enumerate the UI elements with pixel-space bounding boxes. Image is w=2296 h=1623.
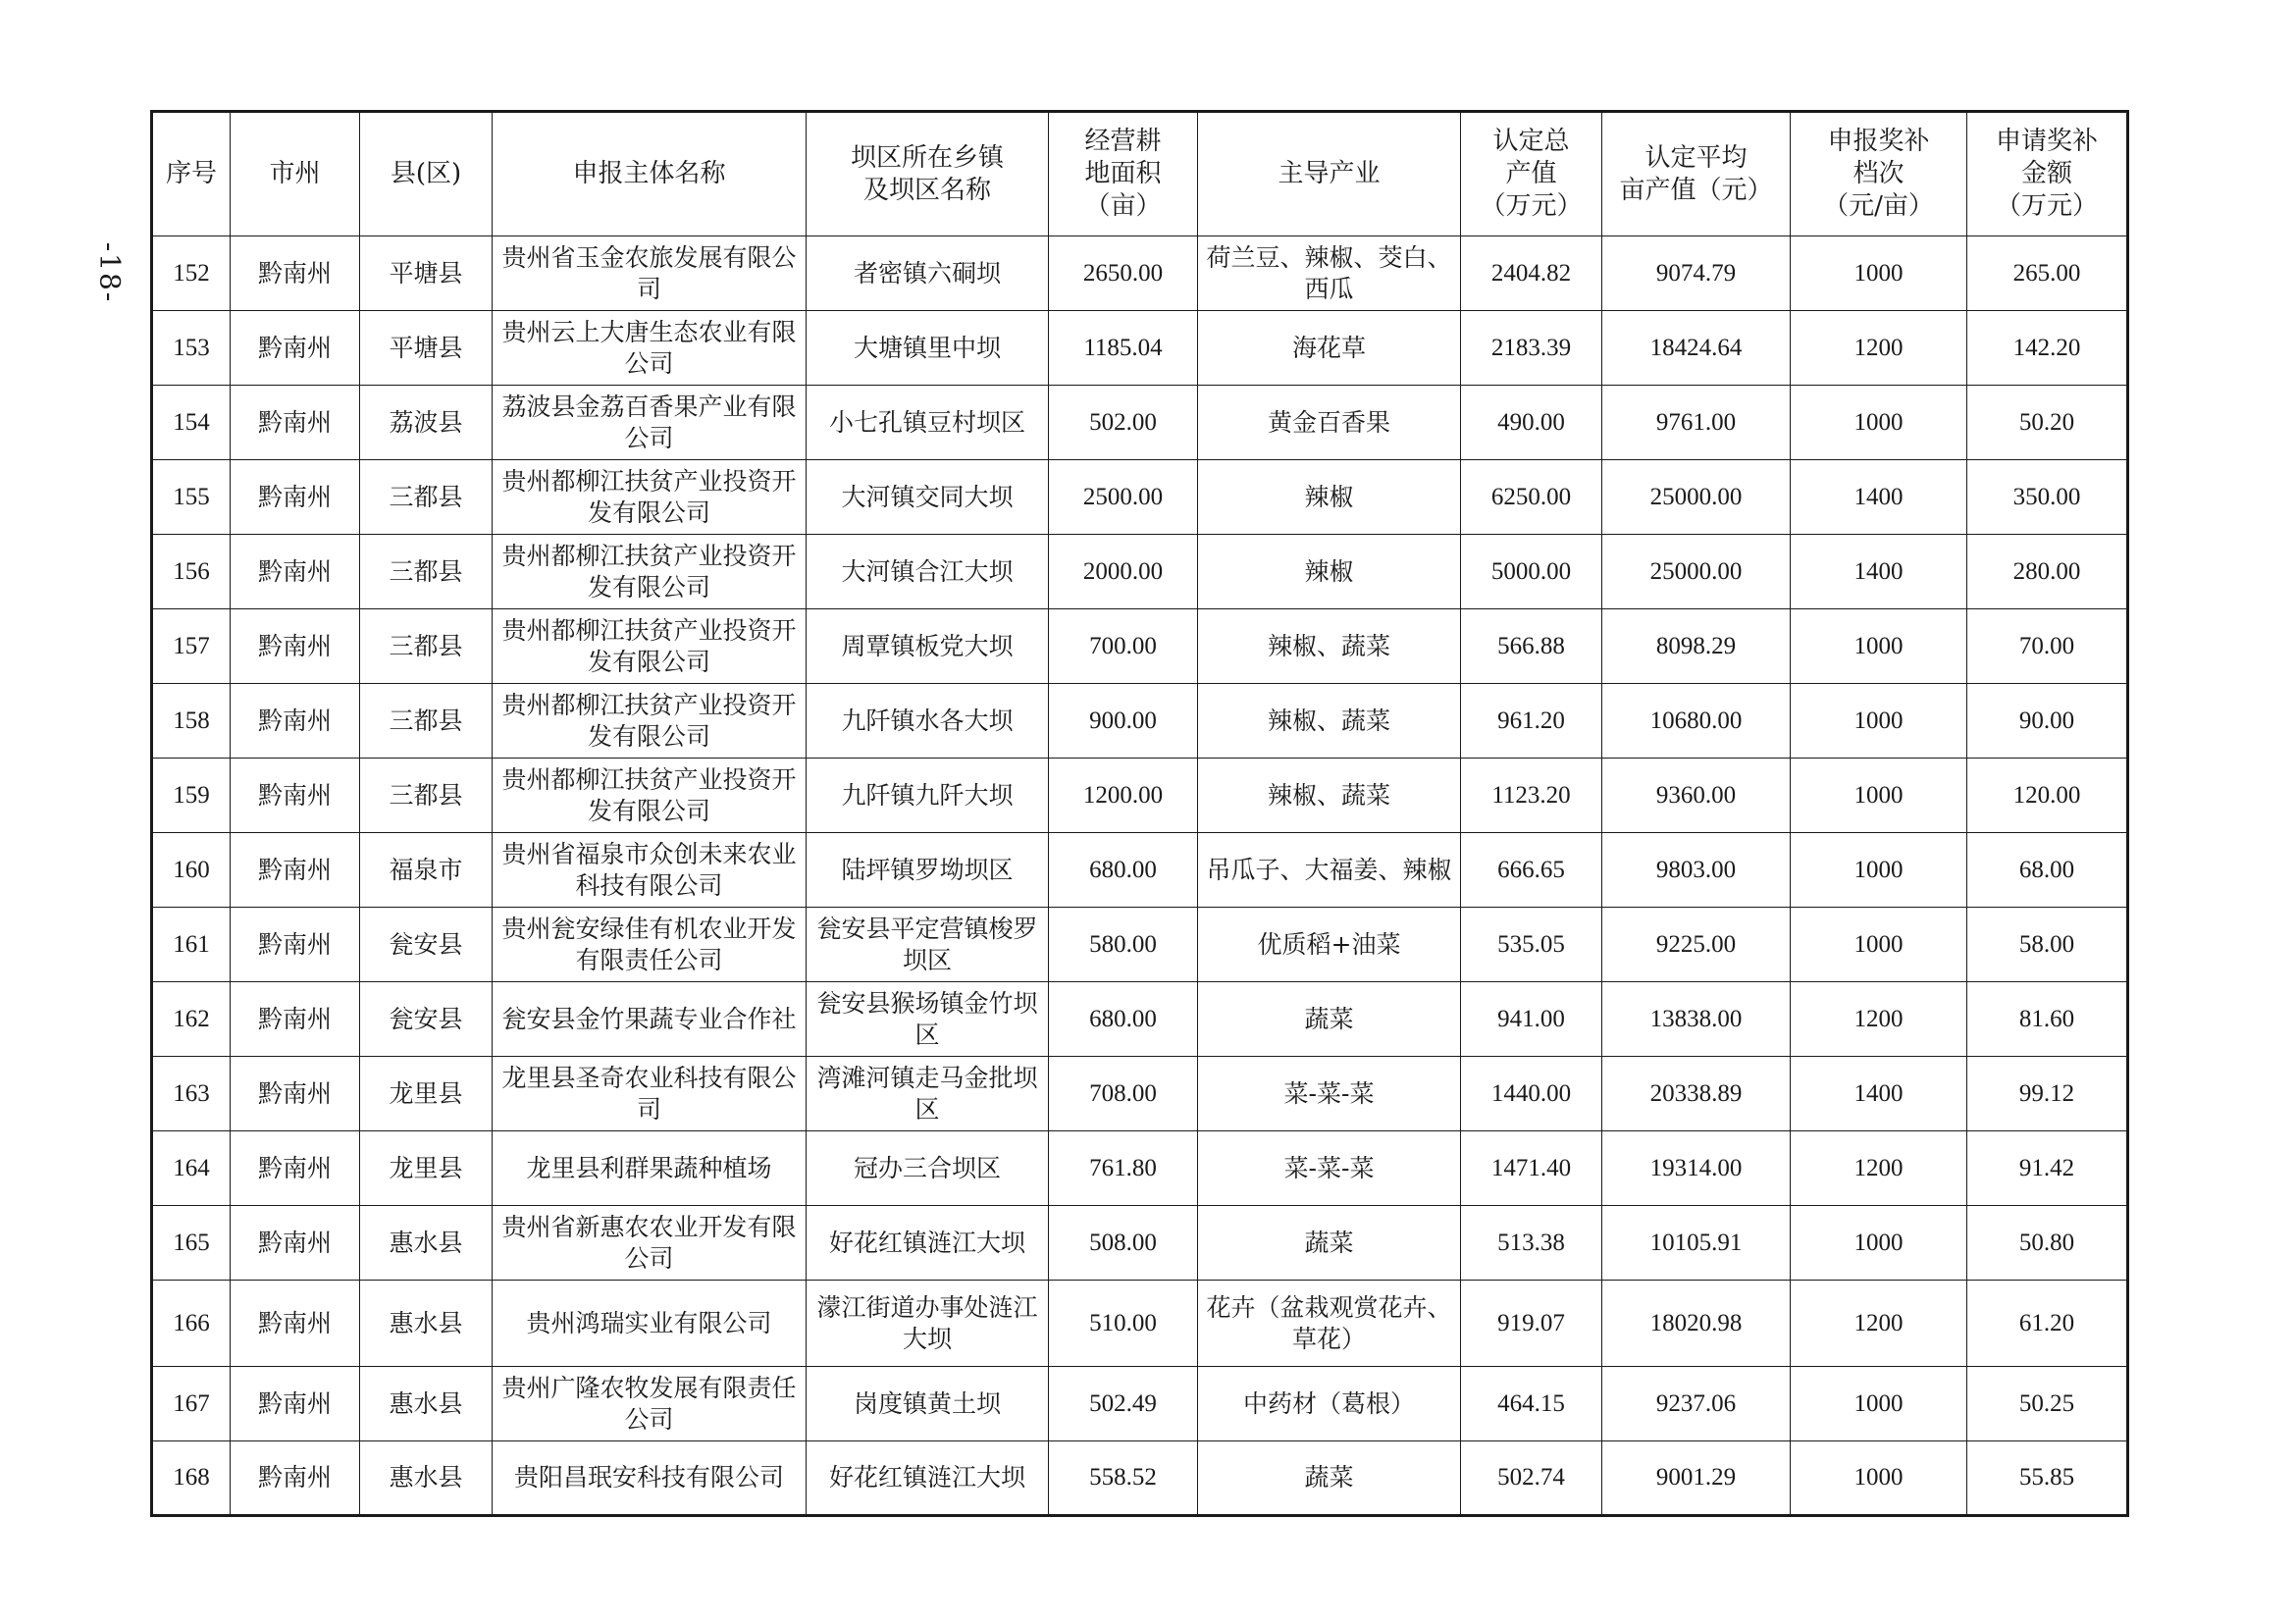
cell-subsidy-level: 1200 bbox=[1791, 982, 1967, 1057]
cell-city: 黔南州 bbox=[231, 535, 360, 609]
cell-county: 瓮安县 bbox=[360, 908, 493, 982]
data-table bbox=[150, 110, 2129, 1517]
header-city bbox=[231, 112, 360, 236]
cell-subsidy-level: 1400 bbox=[1791, 1057, 1967, 1131]
cell-industry: 海花草 bbox=[1198, 311, 1461, 386]
table-row bbox=[152, 833, 2128, 908]
cell-city: 黔南州 bbox=[231, 1057, 360, 1131]
cell-total-output: 1440.00 bbox=[1461, 1057, 1602, 1131]
table-row bbox=[152, 1281, 2128, 1367]
header-subsidy-amount bbox=[1967, 112, 2128, 236]
cell-industry: 辣椒、蔬菜 bbox=[1198, 609, 1461, 684]
cell-applicant-name: 瓮安县金竹果蔬专业合作社 bbox=[493, 982, 807, 1057]
cell-total-output: 941.00 bbox=[1461, 982, 1602, 1057]
cell-seq: 165 bbox=[152, 1206, 231, 1281]
cell-city: 黔南州 bbox=[231, 386, 360, 460]
header-subsidy-level bbox=[1791, 112, 1967, 236]
cell-subsidy-level: 1000 bbox=[1791, 1367, 1967, 1441]
cell-city: 黔南州 bbox=[231, 1367, 360, 1441]
table-row bbox=[152, 460, 2128, 535]
table-row bbox=[152, 535, 2128, 609]
cell-industry: 荷兰豆、辣椒、茭白、西瓜 bbox=[1198, 236, 1461, 311]
header-line: （元/亩） bbox=[1823, 191, 1934, 221]
cell-applicant-name: 贵州都柳江扶贫产业投资开发有限公司 bbox=[493, 609, 807, 684]
cell-area: 508.00 bbox=[1049, 1206, 1198, 1281]
cell-subsidy-level: 1000 bbox=[1791, 759, 1967, 833]
cell-subsidy-amount: 99.12 bbox=[1967, 1057, 2128, 1131]
cell-avg-output: 10680.00 bbox=[1602, 684, 1791, 759]
cell-total-output: 2404.82 bbox=[1461, 236, 1602, 311]
table-row bbox=[152, 908, 2128, 982]
header-line: 亩产值（元） bbox=[1619, 175, 1773, 205]
cell-seq: 163 bbox=[152, 1057, 231, 1131]
cell-dam-location: 九阡镇九阡大坝 bbox=[807, 759, 1049, 833]
cell-industry: 辣椒、蔬菜 bbox=[1198, 759, 1461, 833]
cell-subsidy-amount: 58.00 bbox=[1967, 908, 2128, 982]
cell-county: 三都县 bbox=[360, 759, 493, 833]
table-row bbox=[152, 609, 2128, 684]
cell-subsidy-amount: 61.20 bbox=[1967, 1281, 2128, 1367]
cell-avg-output: 8098.29 bbox=[1602, 609, 1791, 684]
header-line: 经营耕 bbox=[1084, 127, 1162, 156]
cell-seq: 162 bbox=[152, 982, 231, 1057]
cell-dam-location: 冠办三合坝区 bbox=[807, 1131, 1049, 1206]
cell-seq: 153 bbox=[152, 311, 231, 386]
cell-county: 荔波县 bbox=[360, 386, 493, 460]
cell-avg-output: 18424.64 bbox=[1602, 311, 1791, 386]
cell-county: 三都县 bbox=[360, 609, 493, 684]
cell-seq: 167 bbox=[152, 1367, 231, 1441]
cell-avg-output: 25000.00 bbox=[1602, 460, 1791, 535]
cell-total-output: 490.00 bbox=[1461, 386, 1602, 460]
cell-county: 平塘县 bbox=[360, 236, 493, 311]
cell-industry: 菜-菜-菜 bbox=[1198, 1057, 1461, 1131]
cell-subsidy-level: 1200 bbox=[1791, 1131, 1967, 1206]
cell-city: 黔南州 bbox=[231, 908, 360, 982]
header-line: 及坝区名称 bbox=[862, 175, 991, 205]
cell-city: 黔南州 bbox=[231, 1441, 360, 1516]
cell-industry: 辣椒 bbox=[1198, 535, 1461, 609]
cell-dam-location: 大河镇合江大坝 bbox=[807, 535, 1049, 609]
header-line: 认定总 bbox=[1492, 127, 1570, 156]
cell-applicant-name: 贵州都柳江扶贫产业投资开发有限公司 bbox=[493, 759, 807, 833]
table-row bbox=[152, 684, 2128, 759]
cell-subsidy-amount: 120.00 bbox=[1967, 759, 2128, 833]
table-row bbox=[152, 1206, 2128, 1281]
cell-subsidy-amount: 50.80 bbox=[1967, 1206, 2128, 1281]
cell-dam-location: 好花红镇涟江大坝 bbox=[807, 1206, 1049, 1281]
table-row bbox=[152, 1367, 2128, 1441]
cell-area: 510.00 bbox=[1049, 1281, 1198, 1367]
cell-area: 1200.00 bbox=[1049, 759, 1198, 833]
cell-seq: 160 bbox=[152, 833, 231, 908]
cell-total-output: 535.05 bbox=[1461, 908, 1602, 982]
cell-county: 惠水县 bbox=[360, 1281, 493, 1367]
cell-subsidy-amount: 280.00 bbox=[1967, 535, 2128, 609]
cell-city: 黔南州 bbox=[231, 236, 360, 311]
cell-area: 680.00 bbox=[1049, 982, 1198, 1057]
cell-area: 580.00 bbox=[1049, 908, 1198, 982]
cell-total-output: 5000.00 bbox=[1461, 535, 1602, 609]
cell-subsidy-amount: 350.00 bbox=[1967, 460, 2128, 535]
cell-avg-output: 18020.98 bbox=[1602, 1281, 1791, 1367]
cell-county: 三都县 bbox=[360, 460, 493, 535]
cell-subsidy-amount: 55.85 bbox=[1967, 1441, 2128, 1516]
cell-total-output: 919.07 bbox=[1461, 1281, 1602, 1367]
cell-industry: 花卉（盆栽观赏花卉、草花） bbox=[1198, 1281, 1461, 1367]
cell-city: 黔南州 bbox=[231, 460, 360, 535]
header-applicant-name bbox=[493, 112, 807, 236]
cell-subsidy-level: 1000 bbox=[1791, 908, 1967, 982]
page-number: -18- bbox=[93, 241, 127, 304]
table-row bbox=[152, 982, 2128, 1057]
header-industry bbox=[1198, 112, 1461, 236]
cell-area: 900.00 bbox=[1049, 684, 1198, 759]
cell-applicant-name: 贵州都柳江扶贫产业投资开发有限公司 bbox=[493, 460, 807, 535]
cell-subsidy-level: 1000 bbox=[1791, 609, 1967, 684]
cell-seq: 166 bbox=[152, 1281, 231, 1367]
cell-avg-output: 20338.89 bbox=[1602, 1057, 1791, 1131]
cell-avg-output: 19314.00 bbox=[1602, 1131, 1791, 1206]
table-row bbox=[152, 1441, 2128, 1516]
cell-seq: 161 bbox=[152, 908, 231, 982]
cell-area: 700.00 bbox=[1049, 609, 1198, 684]
cell-industry: 吊瓜子、大福姜、辣椒 bbox=[1198, 833, 1461, 908]
cell-total-output: 961.20 bbox=[1461, 684, 1602, 759]
cell-avg-output: 9803.00 bbox=[1602, 833, 1791, 908]
cell-total-output: 6250.00 bbox=[1461, 460, 1602, 535]
cell-seq: 164 bbox=[152, 1131, 231, 1206]
cell-total-output: 666.65 bbox=[1461, 833, 1602, 908]
cell-subsidy-amount: 265.00 bbox=[1967, 236, 2128, 311]
header-line: 序号 bbox=[165, 159, 217, 188]
cell-dam-location: 濛江街道办事处涟江大坝 bbox=[807, 1281, 1049, 1367]
cell-city: 黔南州 bbox=[231, 982, 360, 1057]
cell-area: 2500.00 bbox=[1049, 460, 1198, 535]
cell-subsidy-level: 1400 bbox=[1791, 460, 1967, 535]
cell-city: 黔南州 bbox=[231, 1131, 360, 1206]
cell-applicant-name: 荔波县金荔百香果产业有限公司 bbox=[493, 386, 807, 460]
cell-dam-location: 陆坪镇罗坳坝区 bbox=[807, 833, 1049, 908]
cell-industry: 蔬菜 bbox=[1198, 982, 1461, 1057]
cell-county: 三都县 bbox=[360, 684, 493, 759]
cell-total-output: 513.38 bbox=[1461, 1206, 1602, 1281]
cell-applicant-name: 贵州都柳江扶贫产业投资开发有限公司 bbox=[493, 535, 807, 609]
cell-seq: 152 bbox=[152, 236, 231, 311]
cell-applicant-name: 贵州瓮安绿佳有机农业开发有限责任公司 bbox=[493, 908, 807, 982]
cell-county: 龙里县 bbox=[360, 1057, 493, 1131]
table-row bbox=[152, 1057, 2128, 1131]
header-avg-output bbox=[1602, 112, 1791, 236]
cell-applicant-name: 贵州省新惠农农业开发有限公司 bbox=[493, 1206, 807, 1281]
cell-applicant-name: 龙里县圣奇农业科技有限公司 bbox=[493, 1057, 807, 1131]
header-area bbox=[1049, 112, 1198, 236]
cell-total-output: 2183.39 bbox=[1461, 311, 1602, 386]
cell-dam-location: 湾滩河镇走马金批坝区 bbox=[807, 1057, 1049, 1131]
cell-applicant-name: 贵州鸿瑞实业有限公司 bbox=[493, 1281, 807, 1367]
cell-dam-location: 大河镇交同大坝 bbox=[807, 460, 1049, 535]
table-row bbox=[152, 236, 2128, 311]
cell-subsidy-amount: 91.42 bbox=[1967, 1131, 2128, 1206]
table-body bbox=[152, 236, 2128, 1516]
cell-city: 黔南州 bbox=[231, 759, 360, 833]
header-dam-location bbox=[807, 112, 1049, 236]
cell-dam-location: 瓮安县猴场镇金竹坝区 bbox=[807, 982, 1049, 1057]
cell-subsidy-amount: 142.20 bbox=[1967, 311, 2128, 386]
cell-industry: 黄金百香果 bbox=[1198, 386, 1461, 460]
header-seq bbox=[152, 112, 231, 236]
cell-subsidy-amount: 81.60 bbox=[1967, 982, 2128, 1057]
cell-city: 黔南州 bbox=[231, 1281, 360, 1367]
cell-applicant-name: 贵州云上大唐生态农业有限公司 bbox=[493, 311, 807, 386]
cell-subsidy-amount: 68.00 bbox=[1967, 833, 2128, 908]
header-line: 申请奖补 bbox=[1995, 127, 2098, 156]
cell-subsidy-level: 1000 bbox=[1791, 236, 1967, 311]
header-line: （万元） bbox=[1480, 191, 1583, 221]
cell-county: 惠水县 bbox=[360, 1367, 493, 1441]
cell-subsidy-level: 1400 bbox=[1791, 535, 1967, 609]
cell-subsidy-amount: 70.00 bbox=[1967, 609, 2128, 684]
header-line: 市州 bbox=[269, 159, 321, 188]
cell-subsidy-amount: 90.00 bbox=[1967, 684, 2128, 759]
header-county bbox=[360, 112, 493, 236]
cell-county: 龙里县 bbox=[360, 1131, 493, 1206]
cell-city: 黔南州 bbox=[231, 609, 360, 684]
cell-total-output: 566.88 bbox=[1461, 609, 1602, 684]
cell-industry: 菜-菜-菜 bbox=[1198, 1131, 1461, 1206]
cell-dam-location: 岗度镇黄土坝 bbox=[807, 1367, 1049, 1441]
cell-industry: 蔬菜 bbox=[1198, 1441, 1461, 1516]
cell-industry: 优质稻+油菜 bbox=[1198, 908, 1461, 982]
cell-applicant-name: 贵州省福泉市众创未来农业科技有限公司 bbox=[493, 833, 807, 908]
cell-subsidy-level: 1000 bbox=[1791, 1206, 1967, 1281]
cell-seq: 156 bbox=[152, 535, 231, 609]
cell-subsidy-level: 1000 bbox=[1791, 684, 1967, 759]
cell-industry: 辣椒 bbox=[1198, 460, 1461, 535]
cell-county: 瓮安县 bbox=[360, 982, 493, 1057]
cell-area: 2650.00 bbox=[1049, 236, 1198, 311]
header-line: 金额 bbox=[2020, 159, 2072, 188]
cell-dam-location: 者密镇六硐坝 bbox=[807, 236, 1049, 311]
cell-avg-output: 25000.00 bbox=[1602, 535, 1791, 609]
table-row bbox=[152, 759, 2128, 833]
cell-avg-output: 9761.00 bbox=[1602, 386, 1791, 460]
cell-dam-location: 瓮安县平定营镇梭罗坝区 bbox=[807, 908, 1049, 982]
cell-city: 黔南州 bbox=[231, 311, 360, 386]
table-row bbox=[152, 386, 2128, 460]
cell-county: 三都县 bbox=[360, 535, 493, 609]
header-line: 申报主体名称 bbox=[572, 159, 726, 188]
cell-avg-output: 9074.79 bbox=[1602, 236, 1791, 311]
cell-area: 708.00 bbox=[1049, 1057, 1198, 1131]
cell-dam-location: 小七孔镇豆村坝区 bbox=[807, 386, 1049, 460]
header-line: 地面积 bbox=[1084, 159, 1162, 188]
cell-subsidy-level: 1000 bbox=[1791, 833, 1967, 908]
cell-applicant-name: 贵州都柳江扶贫产业投资开发有限公司 bbox=[493, 684, 807, 759]
cell-seq: 158 bbox=[152, 684, 231, 759]
cell-avg-output: 9360.00 bbox=[1602, 759, 1791, 833]
cell-subsidy-level: 1000 bbox=[1791, 1441, 1967, 1516]
cell-total-output: 464.15 bbox=[1461, 1367, 1602, 1441]
table-row bbox=[152, 311, 2128, 386]
cell-total-output: 502.74 bbox=[1461, 1441, 1602, 1516]
cell-applicant-name: 龙里县利群果蔬种植场 bbox=[493, 1131, 807, 1206]
cell-subsidy-level: 1000 bbox=[1791, 386, 1967, 460]
header-line: 产值 bbox=[1505, 159, 1557, 188]
cell-area: 680.00 bbox=[1049, 833, 1198, 908]
cell-seq: 168 bbox=[152, 1441, 231, 1516]
cell-county: 平塘县 bbox=[360, 311, 493, 386]
cell-industry: 中药材（葛根） bbox=[1198, 1367, 1461, 1441]
cell-dam-location: 好花红镇涟江大坝 bbox=[807, 1441, 1049, 1516]
cell-avg-output: 9237.06 bbox=[1602, 1367, 1791, 1441]
cell-dam-location: 九阡镇水各大坝 bbox=[807, 684, 1049, 759]
cell-area: 558.52 bbox=[1049, 1441, 1198, 1516]
header-line: 县(区) bbox=[390, 159, 462, 188]
header-line: 申报奖补 bbox=[1827, 127, 1930, 156]
cell-city: 黔南州 bbox=[231, 684, 360, 759]
cell-subsidy-amount: 50.25 bbox=[1967, 1367, 2128, 1441]
cell-applicant-name: 贵州广隆农牧发展有限责任公司 bbox=[493, 1367, 807, 1441]
cell-area: 1185.04 bbox=[1049, 311, 1198, 386]
cell-avg-output: 9001.29 bbox=[1602, 1441, 1791, 1516]
header-line: 认定平均 bbox=[1644, 142, 1748, 173]
cell-county: 福泉市 bbox=[360, 833, 493, 908]
cell-area: 761.80 bbox=[1049, 1131, 1198, 1206]
cell-subsidy-amount: 50.20 bbox=[1967, 386, 2128, 460]
cell-seq: 159 bbox=[152, 759, 231, 833]
header-line: （亩） bbox=[1084, 191, 1162, 221]
cell-industry: 蔬菜 bbox=[1198, 1206, 1461, 1281]
cell-seq: 157 bbox=[152, 609, 231, 684]
cell-applicant-name: 贵州省玉金农旅发展有限公司 bbox=[493, 236, 807, 311]
cell-dam-location: 大塘镇里中坝 bbox=[807, 311, 1049, 386]
cell-seq: 155 bbox=[152, 460, 231, 535]
header-line: 档次 bbox=[1852, 159, 1905, 188]
cell-area: 502.00 bbox=[1049, 386, 1198, 460]
header-line: 坝区所在乡镇 bbox=[850, 142, 1004, 173]
cell-subsidy-level: 1200 bbox=[1791, 311, 1967, 386]
cell-applicant-name: 贵阳昌珉安科技有限公司 bbox=[493, 1441, 807, 1516]
cell-avg-output: 13838.00 bbox=[1602, 982, 1791, 1057]
cell-city: 黔南州 bbox=[231, 833, 360, 908]
table-row bbox=[152, 1131, 2128, 1206]
header-line: 主导产业 bbox=[1278, 159, 1381, 188]
cell-seq: 154 bbox=[152, 386, 231, 460]
header-line: （万元） bbox=[1995, 191, 2098, 221]
cell-avg-output: 10105.91 bbox=[1602, 1206, 1791, 1281]
cell-total-output: 1471.40 bbox=[1461, 1131, 1602, 1206]
cell-city: 黔南州 bbox=[231, 1206, 360, 1281]
header-total-output bbox=[1461, 112, 1602, 236]
cell-subsidy-level: 1200 bbox=[1791, 1281, 1967, 1367]
cell-area: 502.49 bbox=[1049, 1367, 1198, 1441]
cell-dam-location: 周覃镇板党大坝 bbox=[807, 609, 1049, 684]
cell-avg-output: 9225.00 bbox=[1602, 908, 1791, 982]
header-row bbox=[152, 112, 2128, 236]
cell-county: 惠水县 bbox=[360, 1441, 493, 1516]
cell-county: 惠水县 bbox=[360, 1206, 493, 1281]
cell-total-output: 1123.20 bbox=[1461, 759, 1602, 833]
cell-area: 2000.00 bbox=[1049, 535, 1198, 609]
cell-industry: 辣椒、蔬菜 bbox=[1198, 684, 1461, 759]
